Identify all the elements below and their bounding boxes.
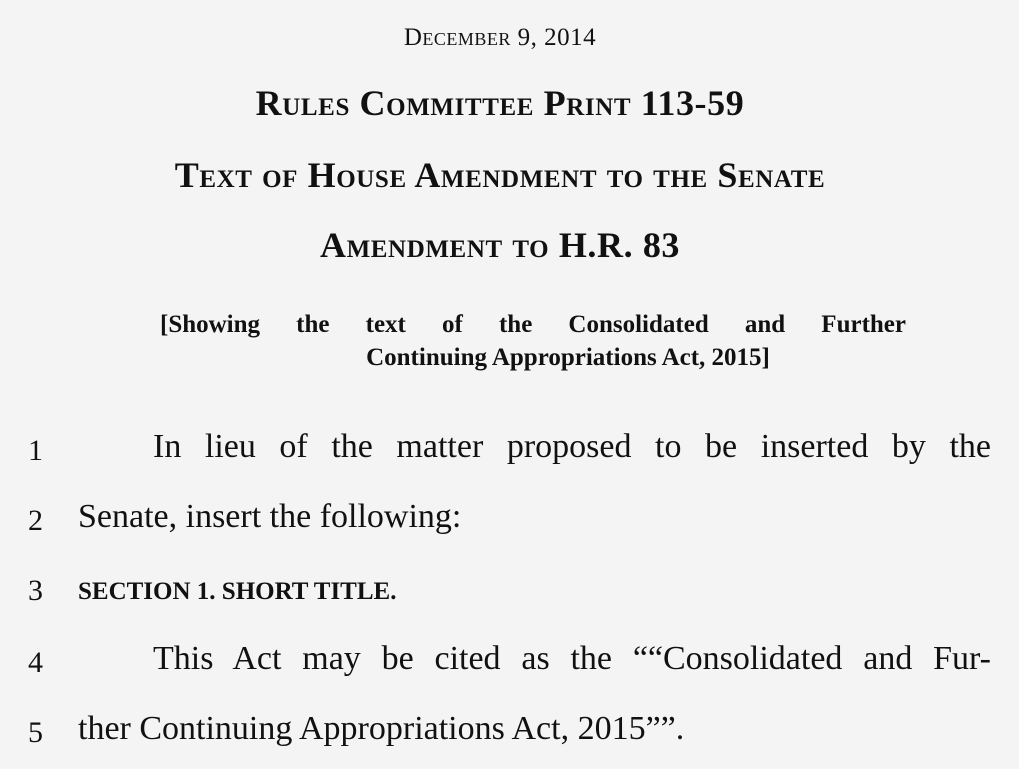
- print-title: Rules Committee Print 113-59: [255, 83, 745, 123]
- subtitle-line-2: Continuing Appropriations Act, 2015]: [366, 344, 770, 371]
- line-number-3: 3: [28, 574, 43, 607]
- line-number-1: 1: [28, 434, 43, 467]
- line-number-4: 4: [28, 646, 43, 679]
- body-line-1: In lieu of the matter proposed to be inserted by the: [153, 428, 991, 465]
- body-line-2: Senate, insert the following:: [78, 498, 462, 535]
- bracketed-subtitle: [160, 308, 906, 374]
- line-number-5: 5: [28, 716, 43, 749]
- body-line-5: ther Continuing Appropriations Act, 2015””.: [78, 710, 685, 747]
- line-number-2: 2: [28, 504, 43, 537]
- amendment-title-line-1: Text of House Amendment to the Senate: [174, 155, 826, 195]
- body-line-4: This Act may be cited as the ““Consolidated and Fur-: [153, 640, 991, 677]
- document-date: December 9, 2014: [403, 24, 597, 51]
- section-heading: SECTION 1. SHORT TITLE.: [78, 578, 397, 605]
- subtitle-line-1: [Showing the text of the Consolidated and Further: [160, 311, 906, 338]
- amendment-title-line-2: Amendment to H.R. 83: [319, 225, 681, 265]
